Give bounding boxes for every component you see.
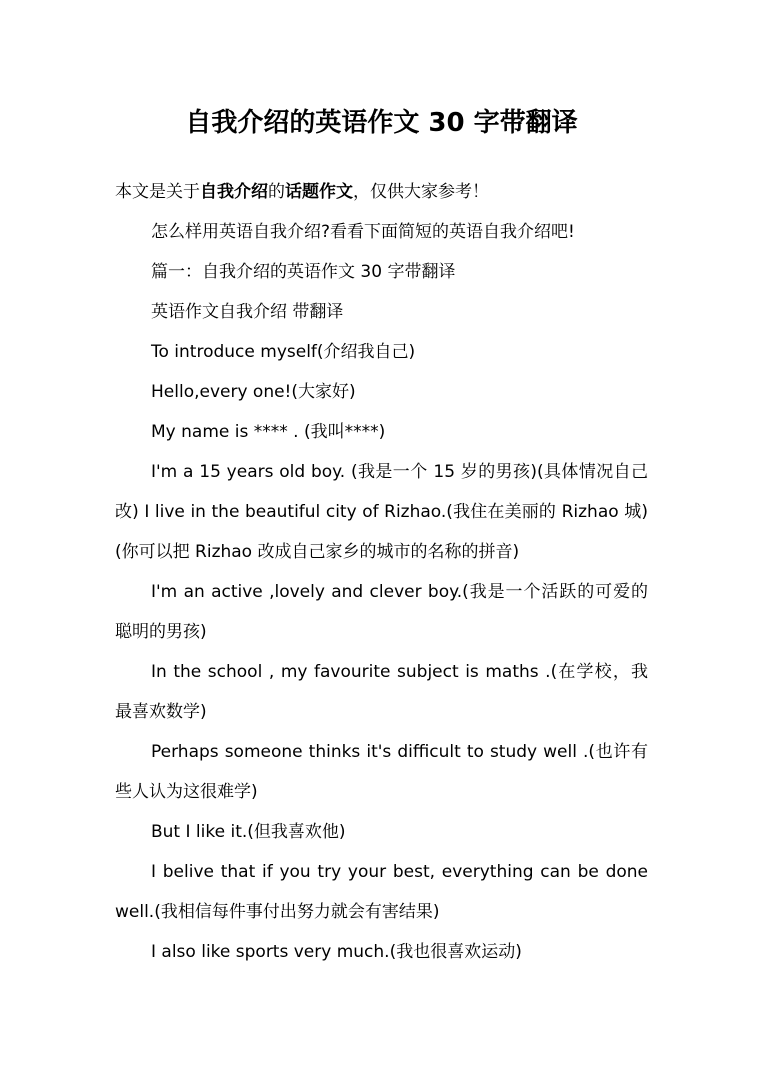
intro-mid: 的: [268, 182, 285, 202]
paragraph: My name is **** . (我叫****): [151, 422, 386, 442]
paragraph: I also like sports very much.(我也很喜欢运动): [151, 942, 522, 962]
document-title: 自我介绍的英语作文 30 字带翻译: [185, 108, 578, 138]
paragraph: To introduce myself(介绍我自己): [151, 342, 416, 362]
paragraph: 怎么样用英语自我介绍?看看下面简短的英语自我介绍吧!: [151, 222, 575, 242]
paragraph: 英语作文自我介绍 带翻译: [151, 302, 344, 322]
paragraph: I'm a 15 years old boy. (我是一个 15 岁的男孩)(具体情况自己改) I live in the beautiful city of Rizhao.(我住在美丽的 Rizhao 城)(你可以把 Rizhao 改成自己家乡的城市的名称的拼音): [115, 462, 648, 562]
paragraph: I belive that if you try your best, everything can be done well.(我相信每件事付出努力就会有害结果): [115, 862, 648, 922]
document-body: [115, 172, 648, 972]
paragraph: Perhaps someone thinks it's difficult to study well .(也许有些人认为这很难学): [115, 742, 648, 802]
paragraph: I'm an active ,lovely and clever boy.(我是一个活跃的可爱的聪明的男孩): [115, 582, 648, 642]
paragraph: Hello,every one!(大家好): [151, 382, 356, 402]
intro-category: 话题作文: [285, 182, 353, 202]
paragraph: 篇一：自我介绍的英语作文 30 字带翻译: [151, 262, 456, 282]
intro-topic: 自我介绍: [200, 182, 268, 202]
intro-suffix: ，仅供大家参考！: [353, 182, 489, 202]
intro-prefix: 本文是关于: [115, 182, 200, 202]
paragraph: In the school , my favourite subject is maths .(在学校，我最喜欢数学): [115, 662, 648, 722]
intro-line: [115, 172, 648, 212]
paragraph: But I like it.(但我喜欢他): [151, 822, 346, 842]
